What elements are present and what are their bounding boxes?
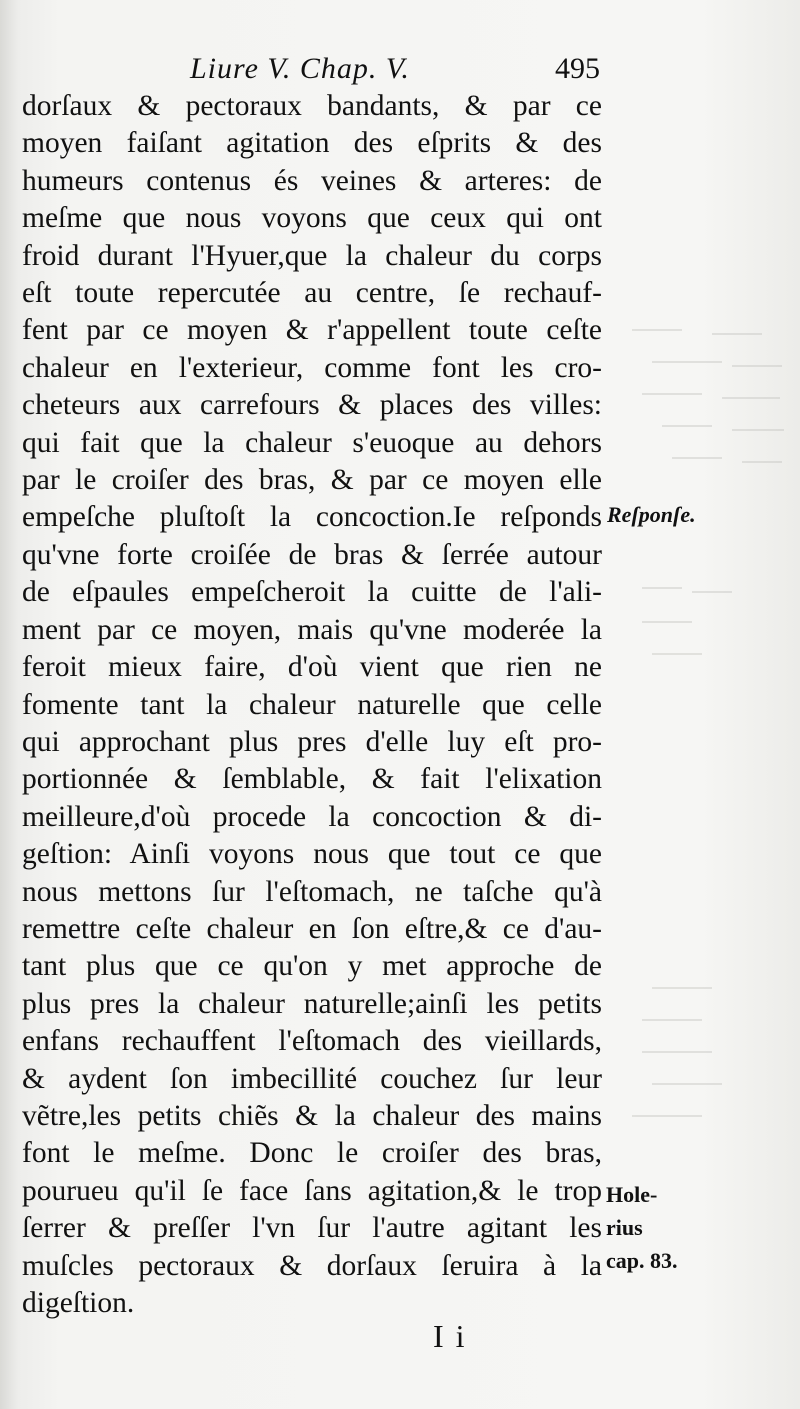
- text-line: font le meſme. Donc le croiſer des bras,: [22, 1137, 602, 1170]
- text-line: fent par ce moyen & r'appellent toute ceſte: [22, 314, 602, 347]
- text-line: digeſtion.: [22, 1287, 135, 1319]
- text-line: qui approchant plus pres d'elle luy eſt pro-: [22, 725, 602, 758]
- text-line: nous mettons ſur l'eſtomach, ne taſche qu'à: [22, 875, 602, 908]
- margin-note-reference: [606, 1178, 678, 1277]
- show-through-marks-lower: [612, 970, 792, 1130]
- signature-mark: I i: [433, 1318, 467, 1354]
- margin-note-reference-line: cap. 83.: [606, 1248, 678, 1273]
- page-number: 495: [555, 52, 600, 85]
- margin-note-response: Reſponſe.: [607, 502, 696, 527]
- text-line: vẽtre,les petits chiẽs & la chaleur des mains: [22, 1099, 602, 1132]
- text-line: portionnée & ſemblable, & fait l'elixation: [22, 763, 602, 796]
- text-line: muſcles pectoraux & dorſaux ſeruira à la: [22, 1249, 602, 1282]
- text-line: ſerrer & preſſer l'vn ſur l'autre agitant les: [22, 1212, 602, 1245]
- text-line: humeurs contenus és veines & arteres: de: [22, 164, 602, 197]
- text-line: cheteurs aux carrefours & places des villes:: [22, 389, 602, 422]
- text-line: plus pres la chaleur naturelle;ainſi les petits: [22, 987, 602, 1020]
- text-line: fomente tant la chaleur naturelle que celle: [22, 688, 602, 721]
- text-line: meilleure,d'où procede la concoction & di-: [22, 800, 602, 833]
- margin-note-reference-line: Hole-: [606, 1182, 658, 1207]
- text-line: froid durant l'Hyuer,que la chaleur du corps: [22, 239, 602, 272]
- text-line: pourueu qu'il ſe face ſans agitation,& le trop: [22, 1174, 602, 1207]
- text-line: moyen faiſant agitation des eſprits & des: [22, 127, 602, 160]
- show-through-texture-lower: [612, 970, 792, 1130]
- text-line: & aydent ſon imbecillité couchez ſur leur: [22, 1062, 602, 1095]
- text-line: chaleur en l'exterieur, comme font les cro-: [22, 351, 602, 384]
- text-line: tant plus que ce qu'on y met approche de: [22, 950, 602, 983]
- text-line: geſtion: Ainſi voyons nous que tout ce que: [22, 838, 602, 871]
- text-line: de eſpaules empeſcheroit la cuitte de l'ali-: [22, 576, 602, 609]
- text-line: dorſaux & pectoraux bandants, & par ce: [22, 90, 602, 122]
- text-line: remettre ceſte chaleur en ſon eſtre,& ce d'au-: [22, 912, 602, 945]
- text-line: eſt toute repercutée au centre, ſe rechauf-: [22, 277, 602, 310]
- running-head: Liure V. Chap. V.: [190, 52, 410, 85]
- text-line: meſme que nous voyons que ceux qui ont: [22, 202, 602, 235]
- margin-note-reference-line: rius: [606, 1215, 643, 1240]
- text-line: qui fait que la chaleur s'euoque au dehors: [22, 426, 602, 459]
- body-text: [22, 88, 602, 1322]
- page-header: [190, 52, 600, 92]
- text-line: feroit mieux faire, d'où vient que rien ne: [22, 651, 602, 684]
- text-line: ment par ce moyen, mais qu'vne moderée la: [22, 613, 602, 646]
- text-line: qu'vne forte croiſée de bras & ſerrée autour: [22, 538, 602, 571]
- text-line: enfans rechauffent l'eſtomach des vieillards,: [22, 1025, 602, 1058]
- text-line: par le croiſer des bras, & par ce moyen elle: [22, 464, 602, 497]
- text-line: empeſche pluſtoſt la concoction.Ie reſponds: [22, 501, 602, 534]
- show-through-marks: [612, 318, 792, 678]
- show-through-texture: [612, 318, 792, 678]
